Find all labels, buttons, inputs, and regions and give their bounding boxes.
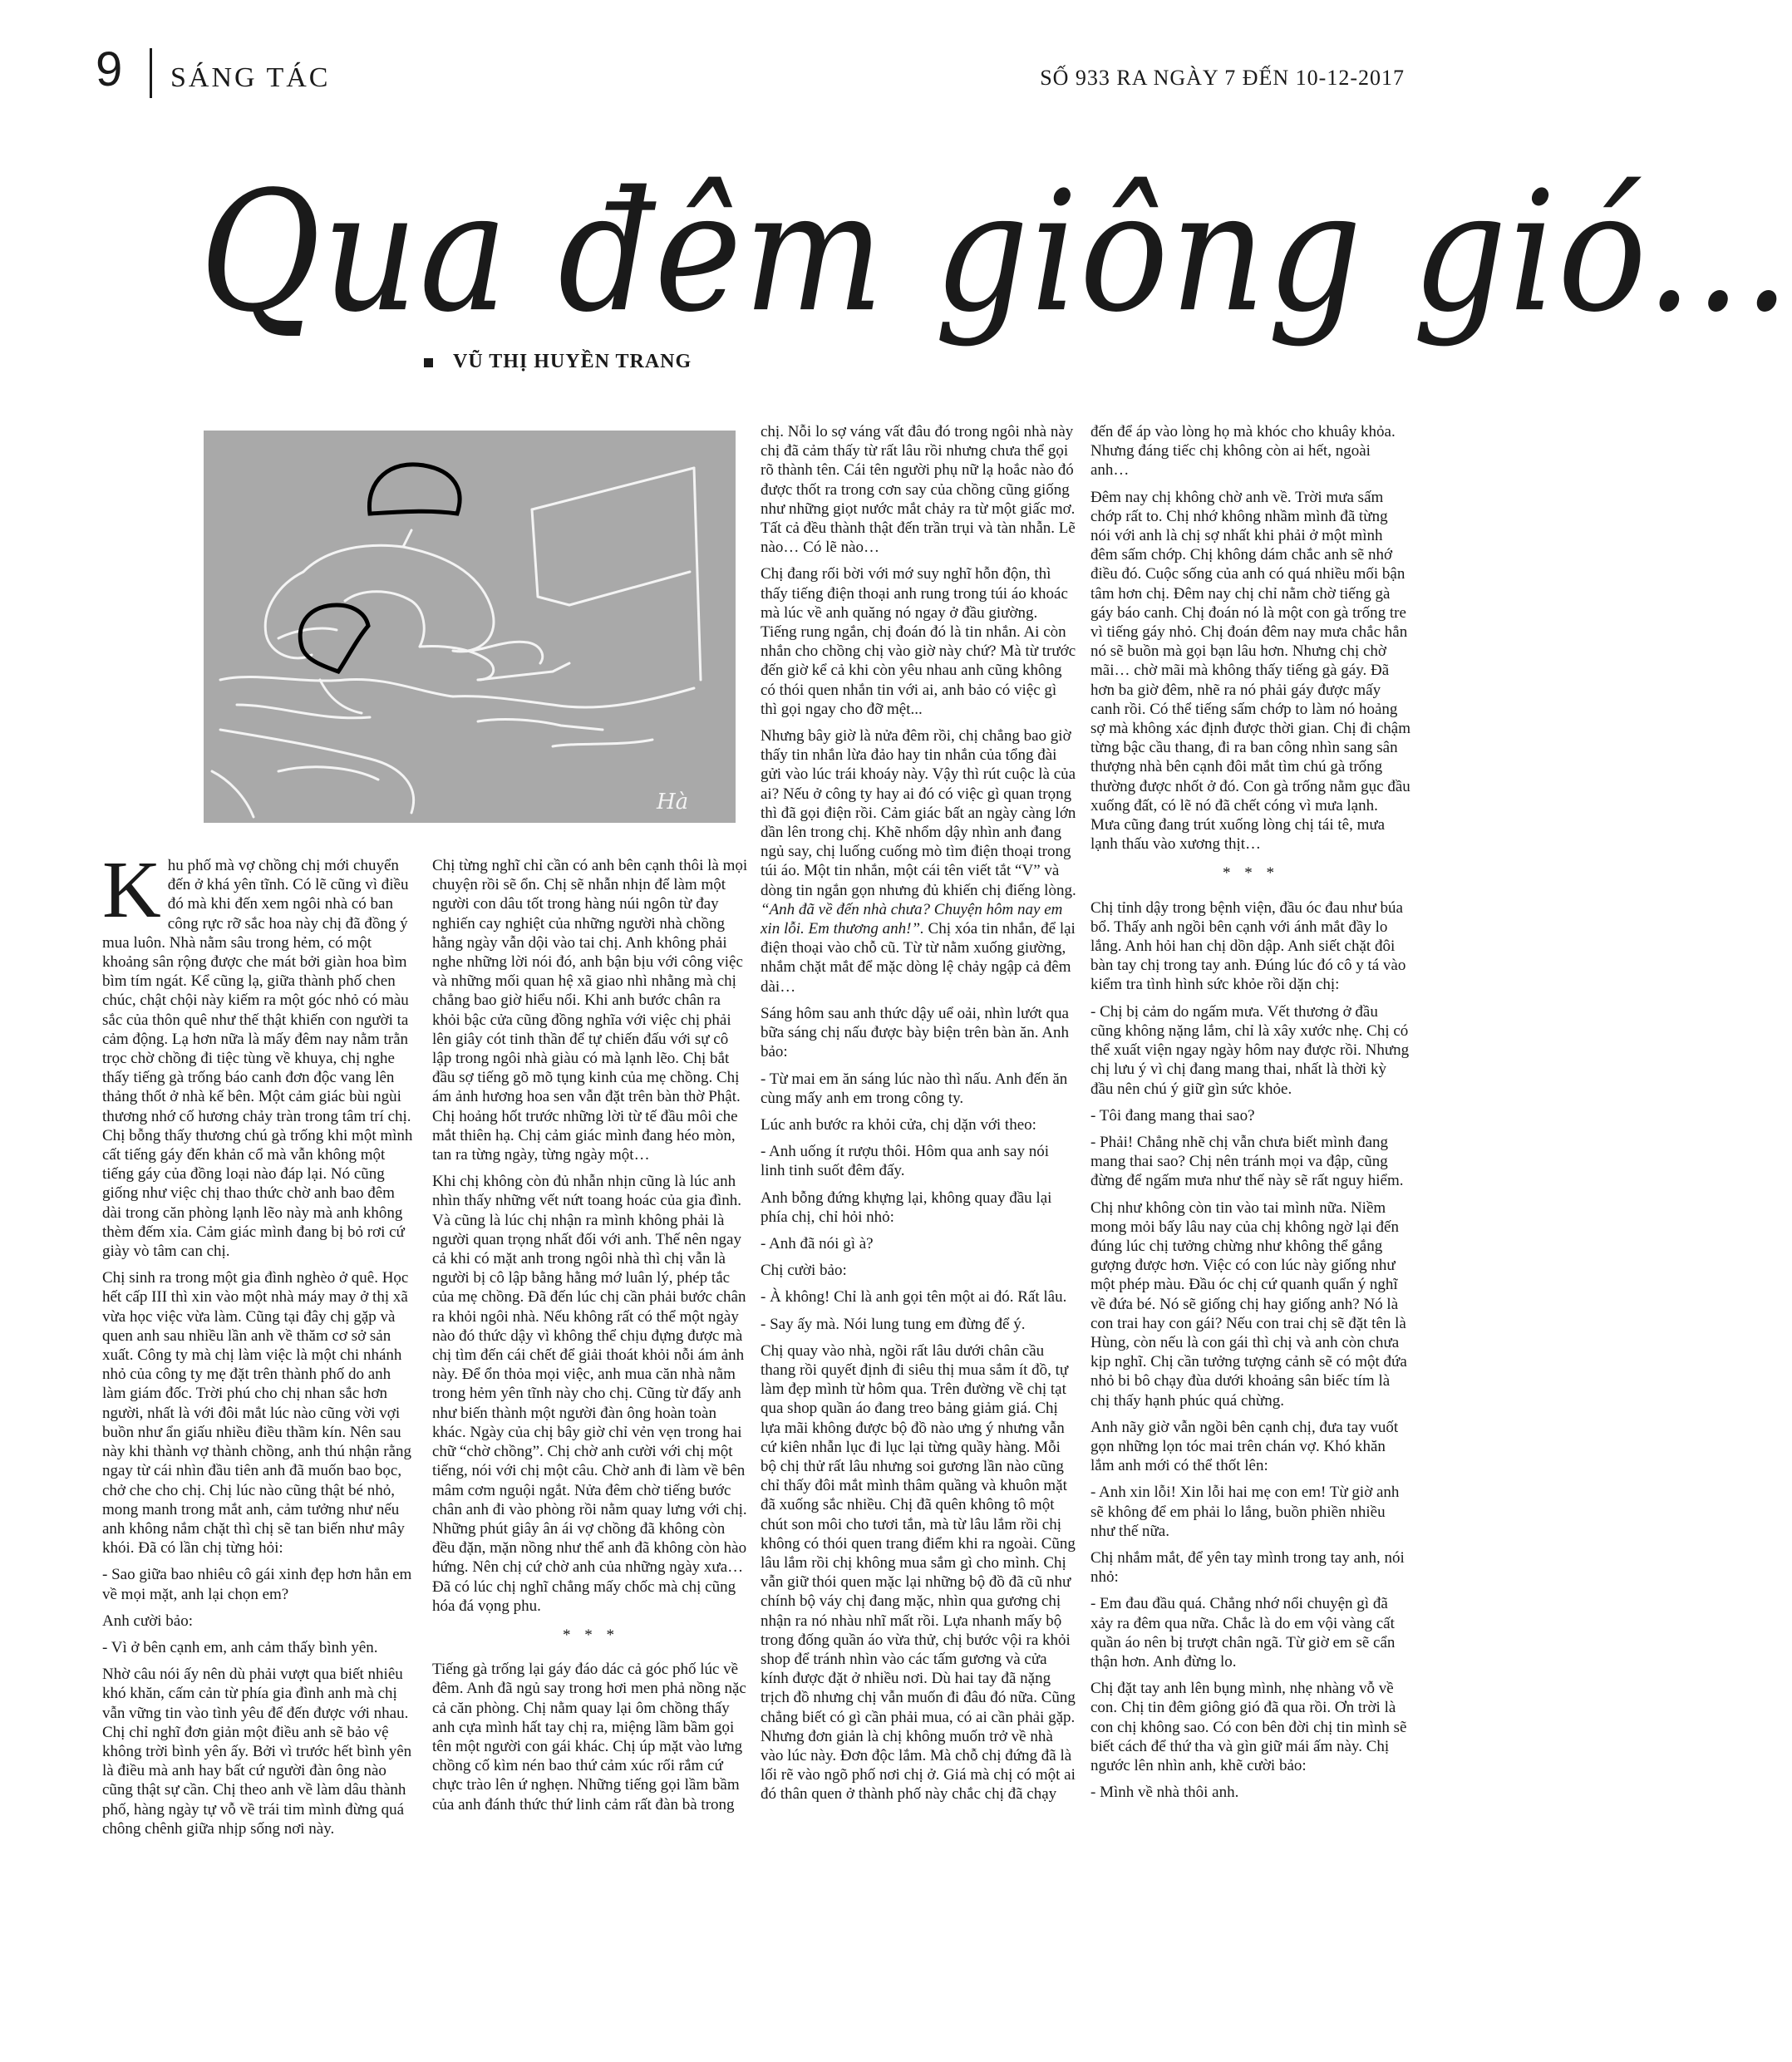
paragraph: - Anh xin lỗi! Xin lỗi hai mẹ con em! Từ giờ anh sẽ không để em phải lo lắng, buồn phiền nhiều như thế nữa. (1090, 1484, 1400, 1540)
paragraph: Sáng hôm sau anh thức dậy uể oải, nhìn lướt qua bữa sáng chị nấu được bày biện trên bàn ăn. Anh bảo: (761, 1004, 1069, 1061)
paragraph: Chị sinh ra trong một gia đình nghèo ở quê. Học hết cấp III thì xin vào một nhà máy may ở thị xã vừa học việc vừa làm. Cũng tại đây chị gặp và quen anh sau nhiều lần anh về thăm cơ sở sản xuất. Công ty mà chị làm việc là một chi nhánh nhỏ của công ty mẹ đặt trên thành phố do anh làm giám đốc. Trời phú cho chị nhan sắc hơn người, nhất là với đôi mắt lúc nào cũng vời vợi buồn như ẩn giấu nhiều điều thầm kín. Nên sau này khi thành vợ thành chồng, anh thú nhận rằng ngay từ cái nhìn đầu tiên anh đã muốn bao bọc, chở che cho chị. Chị lúc nào cũng thật bé nhỏ, mong manh trong mắt anh, cảm tưởng như nếu anh không nắm chặt thì chị sẽ tan biến như mây khói. Đã có lần chị từng hỏi: (102, 1269, 412, 1558)
drop-cap: K (102, 845, 161, 935)
paragraph: Chị đang rối bời với mớ suy nghĩ hỗn độn, thì thấy tiếng điện thoại anh rung trong túi áo khoác mà lúc về anh quăng nó ngay ở đầu giường. Tiếng rung ngắn, chị đoán đó là tin nhắn. Ai còn nhắn cho chồng chị vào giờ này chứ? Mà từ trước đến giờ kể cả khi còn yêu nhau anh cũng không có thói quen nhắn tin với ai, anh bảo có việc gì thì gọi ngay cho đỡ mệt... (761, 565, 1076, 718)
paragraph: - Em đau đầu quá. Chẳng nhớ nổi chuyện gì đã xảy ra đêm qua nữa. Chắc là do em vội vàng cất quần áo nên bị trượt chân ngã. Từ giờ em sẽ cẩn thận hơn. Anh đừng lo. (1090, 1595, 1396, 1671)
paragraph: Anh nãy giờ vẫn ngồi bên cạnh chị, đưa tay vuốt gọn những lọn tóc mai trên chán vợ. Khó khăn lắm anh mới có thể thốt lên: (1090, 1418, 1399, 1475)
paragraph: Anh cười bảo: (102, 1612, 193, 1630)
paragraph: Chị đặt tay anh lên bụng mình, nhẹ nhàng vỗ về con. Chị tin đêm giông gió đã qua rồi. Ơn trời là con chị không sao. Có con bên đời chị tin mình sẽ biết cách để thứ tha và gìn giữ mái ấm này. Chị ngước lên nhìn anh, khẽ cười bảo: (1090, 1680, 1407, 1774)
paragraph: - Say ấy mà. Nói lung tung em đừng để ý. (761, 1315, 1026, 1333)
paragraph: - Phải! Chẳng nhẽ chị vẫn chưa biết mình đang mang thai sao? Chị nên tránh mọi va đập, cũng đừng để ngấm mưa như thế này sẽ rất nguy hiểm. (1090, 1133, 1404, 1190)
section-separator: * * * (1223, 864, 1279, 883)
paragraph: - Vì ở bên cạnh em, anh cảm thấy bình yên. (102, 1638, 378, 1656)
page-number: 9 (96, 42, 123, 96)
article-title: Qua đêm giông gió... (199, 155, 1792, 349)
paragraph: Anh bỗng đứng khựng lại, không quay đầu lại phía chị, chỉ hỏi nhỏ: (761, 1188, 1052, 1226)
paragraph: Chị quay vào nhà, ngồi rất lâu dưới chân cầu thang rồi quyết định đi siêu thị mua sắm ít đồ, tự làm đẹp mình từ hôm qua. Trên đường về chị tạt qua shop quần áo đang treo bảng giảm giá. Chị lựa mãi không được bộ đồ nào ưng ý nhưng vẫn cứ kiên nhẫn lục đi lục lại từng quầy hàng. Mỗi bộ chị thử rất lâu nhưng soi gương lần nào cũng chỉ thấy đôi mắt mình thâm quầng và khuôn mặt đã xuống sắc nhiều. Chị đã quên không tô một chút son môi cho tươi tắn, mà từ lâu lắm rồi chị không có thói quen trang điểm khi ra ngoài. Cũng lâu lắm rồi chị không mua sắm gì cho mình. Chị vẫn giữ thói quen mặc lại những bộ đồ đã cũ như chính bộ váy chị đang mặc, nhìn qua gương chị nhận ra nó nhàu nhĩ mất rồi. Lựa nhanh mấy bộ trong đống quần áo vừa thử, chị bước vội ra khỏi shop để tránh nhìn vào các tấm gương và cửa kính được đặt ở nhiều nơi. Dù hai tay đã nặng trịch đồ nhưng chị vẫn muốn đi đâu đó nữa. Cũng chẳng biết có gì cần phải mua, có ai cần phải gặp. Nhưng đơn giản là chị không muốn trở về nhà vào lúc này. Đơn độc lắm. Mà chỗ chị đứng đã là lối rẽ vào ngõ phố nơi chị ở. Giá mà chị có một ai đó thân quen ở thành phố này chắc chị đã chạy (761, 1341, 1076, 1804)
bullet-square-icon (424, 358, 433, 367)
section-name: SÁNG TÁC (170, 62, 331, 93)
paragraph: Tiếng gà trống lại gáy đáo dác cả góc phố lúc về đêm. Anh đã ngủ say trong hơi men phả nồng nặc cả căn phòng. Chị nằm quay lại ôm chồng thấy anh cựa mình hất tay chị ra, miệng lầm bầm gọi tên một người con gái khác. Chị úp mặt vào lưng chồng cố kìm nén bao thứ cảm xúc rối rắm cứ chực trào lên ứ nghẹn. Những tiếng gọi lầm bầm của anh đánh thức thứ linh cảm rất đàn bà trong (432, 1661, 746, 1813)
column-1 (102, 845, 415, 1846)
column-3 (761, 422, 1076, 1812)
paragraph: Khi chị không còn đủ nhẫn nhịn cũng là lúc anh nhìn thấy những vết nứt toang hoác của gia đình. Và cũng là lúc chị nhận ra mình không phải là người quan trọng nhất đối với anh. Thế nên ngay cả khi có mặt anh trong ngôi nhà thì chị vẫn là người bị cô lập bằng hằng mớ luân lý, phép tắc của mẹ chồng. Đã đến lúc chị cần phải bước chân ra khỏi ngôi nhà. Nếu không rất có thể một ngày nào đó thức dậy vì không thể chịu đựng được mà chị tìm đến cái chết để giải thoát khỏi nỗi ám ảnh này. Để ổn thỏa mọi việc, anh mua căn nhà nằm trong hẻm yên tĩnh này cho chị. Cũng từ đấy anh như biến thành một người đàn ông hoàn toàn khác. Ngày của chị bây giờ chỉ vẻn vẹn trong hai chữ “chờ chồng”. Chị chờ anh cười với chị một tiếng, nói với chị một câu. Chờ anh đi làm về bên mâm cơm nguội ngắt. Nửa đêm chờ tiếng bước chân anh đi vào phòng rồi nằm quay lưng với chị. Những phút giây ân ái vợ chồng đã không còn đều đặn, mặn nồng như thể anh đã không còn hào hứng. Nên chị cứ chờ anh của những ngày xưa… Đã có lúc chị nghĩ chẳng mấy chốc mà chị cũng hóa đá vọng phu. (432, 1173, 747, 1615)
paragraph: - Mình về nhà thôi anh. (1090, 1784, 1239, 1802)
paragraph: - Từ mai em ăn sáng lúc nào thì nấu. Anh đến ăn cùng mấy anh em trong công ty. (761, 1070, 1068, 1107)
paragraph: Nhưng bây giờ là nửa đêm rồi, chị chẳng bao giờ thấy tin nhắn lừa đảo hay tin nhắn của tổng đài gửi vào lúc trái khoáy này. Vậy thì rút cuộc là của ai? Nếu ở công ty hay ai đó có việc gì quan trọng thì đã gọi điện rồi. Cảm giác bất an ngày càng lớn dần lên trong chị. Khẽ nhổm dậy nhìn anh đang ngủ say, chị luống cuống mò tìm điện thoại trong túi áo. Một tin nhắn, một cái tên viết tắt “V” và dòng tin ngắn gọn nhưng đủ khiến chị điếng lòng. “Anh đã về đến nhà chưa? Chuyện hôm nay em xin lỗi. Em thương anh!”. Chị xóa tin nhắn, để lại điện thoại vào chỗ cũ. Từ từ nằm xuống giường, nhắm chặt mắt để mặc dòng lệ chảy ngập cả đêm dài… (761, 727, 1076, 996)
paragraph: đến để áp vào lòng họ mà khóc cho khuây khỏa. Nhưng đáng tiếc chị không còn ai hết, ngoài anh… (1090, 423, 1396, 480)
paragraph: - Tôi đang mang thai sao? (1090, 1106, 1255, 1125)
paragraph: - Anh uống ít rượu thôi. Hôm qua anh say nói linh tinh suốt đêm đấy. (761, 1143, 1050, 1180)
column-4 (1090, 422, 1411, 1809)
byline (424, 345, 692, 378)
paragraph: Nhờ câu nói ấy nên dù phải vượt qua biết nhiêu khó khăn, cấm cản từ phía gia đình anh mà chị vẫn vững tin vào tình yêu để đến được với nhau. Chị chỉ nghĩ đơn giản một điều anh sẽ bảo vệ không trời bình yên ấy. Bởi vì trước hết bình yên là điều mà anh hay bất cứ người đàn ông nào cũng thật sự cần. Chị theo anh về làm dâu thành phố, hàng ngày tự vỗ về trái tim mình đừng quá chông chênh giữa nhịp sống nơi này. (102, 1666, 412, 1838)
paragraph: Chị từng nghĩ chỉ cần có anh bên cạnh thôi là mọi chuyện rồi sẽ ổn. Chị sẽ nhẫn nhịn để làm một người con dâu tốt trong hàng núi ngôn từ đay nghiến cay nghiệt của những người nhà chồng hằng ngày vẫn dội vào tai chị. Anh không phải nghe những lời nói đó, anh bận bịu với công việc và những mối quan hệ xã giao nhì nhằng mà chị chẳng bao giờ hiểu nổi. Khi anh bước chân ra khỏi bậc cửa cũng đồng nghĩa với việc chị phải lên giây cót tinh thần để tự chiến đấu với sự cô lập trong ngôi nhà giàu có mà lạnh lẽo. Chị bắt đầu sợ tiếng gõ mõ tụng kinh của mẹ chồng. Chị ám ảnh hương hoa sen vẫn đặt trên bàn thờ Phật. Chị hoảng hốt trước những lời từ tế đầu môi che mắt thiên hạ. Chị cảm giác mình đang héo mòn, tan ra từng ngày, từng ngày một… (432, 857, 748, 1164)
paragraph: Chị tỉnh dậy trong bệnh viện, đầu óc đau như búa bổ. Thấy anh ngồi bên cạnh với ánh mắt đầy lo lắng. Anh hỏi han chị dồn dập. Anh siết chặt đôi bàn tay chị trong tay anh. Đúng lúc đó cô y tá vào kiểm tra tình hình sức khỏe rồi dặn chị: (1090, 898, 1406, 994)
paragraph: - À không! Chỉ là anh gọi tên một ai đó. Rất lâu. (761, 1288, 1067, 1307)
paragraph: Chị cười bảo: (761, 1262, 847, 1280)
text-message: “Anh đã về đến nhà chưa? Chuyện hôm nay em xin lỗi. Em thương anh!”. (761, 900, 1063, 938)
paragraph: Khu phố mà vợ chồng chị mới chuyển đến ở khá yên tĩnh. Có lẽ cũng vì điều đó mà khi đến xem ngôi nhà có ban công rực rỡ sắc hoa này chị đã đồng ý mua luôn. Nhà nằm sâu trong hẻm, có một khoảng sân rộng được che mát bởi giàn hoa bìm bìm tím ngát. Kể cũng lạ, giữa thành phố chen chúc, chật chội này kiếm ra một góc nhỏ có màu sắc của thôn quê như thế thật khiến con người ta cảm động. Lạ hơn nữa là mấy đêm nay nằm trằn trọc chờ chồng đi tiệc tùng về khuya, chị nghe thấy tiếng gà trống báo canh đơn độc vang lên thảng thốt ở nhà kế bên. Một cảm giác bùi ngùi thương nhớ cố hương chảy tràn trong tâm trí chị. Chị bỗng thấy thương chú gà trống khi một mình cất tiếng gáy đến khản cổ mà vẫn không một tiếng gáy của đồng loại nào đáp lại. Nó cũng giống như việc chị thao thức chờ anh bao đêm dài trong căn phòng lạnh lẽo này mà anh không thèm đếm xỉa. Cảm giác mình đang bị bỏ rơi cứ giày vò tâm can chị. (102, 845, 413, 1261)
header-divider (150, 48, 152, 98)
paragraph: Chị như không còn tin vào tai mình nữa. Niềm mong mỏi bấy lâu nay của chị không ngờ lại đến đúng lúc chị tưởng chừng như không thể gắng gượng được hơn. Việc có con lúc này giống như một phép màu. Đầu óc chị cứ quanh quẩn ý nghĩ về đứa bé. Nó sẽ giống chị hay giống anh? Nó là con trai hay con gái? Nếu con trai chị sẽ đặt tên là Hùng, còn nếu là con gái thì chị và anh còn chưa kịp nghĩ. Chị cần tưởng tượng cảnh sẽ có một đứa nhỏ bi bô chạy đùa dưới khoảng sân biếc tím là chị thấy hạnh phúc quá chừng. (1090, 1198, 1407, 1410)
issue-line: SỐ 933 RA NGÀY 7 ĐẾN 10-12-2017 (1040, 66, 1405, 90)
paragraph: chị. Nỗi lo sợ váng vất đâu đó trong ngôi nhà này chị đã cảm thấy từ rất lâu rồi nhưng chưa thể gọi rõ thành tên. Cái tên người phụ nữ lạ hoắc nào đó được thốt ra trong cơn say của chồng cũng giống như những giọt nước mắt chảy ra từ một giấc mơ. Tất cả đều thành thật đến trần trụi và tàn nhẫn. Lẽ nào… Có lẽ nào… (761, 423, 1076, 557)
paragraph: Lúc anh bước ra khỏi cửa, chị dặn với theo: (761, 1115, 1036, 1134)
column-2 (432, 856, 750, 1822)
paragraph: Chị nhắm mắt, để yên tay mình trong tay anh, nói nhỏ: (1090, 1548, 1405, 1587)
paragraph: - Chị bị cảm do ngấm mưa. Vết thương ở đầu cũng không nặng lắm, chỉ là xây xước nhẹ. Chị có thể xuất viện ngay ngày hôm nay được rồi. Nhưng chị lưu ý vì chị đang mang thai, nhất là thời kỳ đầu nên chú ý giữ gìn sức khỏe. (1090, 1002, 1410, 1098)
paragraph: - Anh đã nói gì à? (761, 1234, 874, 1252)
author-name: VŨ THỊ HUYỀN TRANG (453, 351, 692, 372)
illustration-drawing (204, 431, 736, 823)
illustration (204, 431, 736, 823)
illustration-signature: Hà (657, 790, 689, 814)
paragraph: Đêm nay chị không chờ anh về. Trời mưa sấm chớp rất to. Chị nhớ không nhầm mình đã từng nói với anh là chị sợ nhất khi phải ở một mình đêm sấm chớp. Chị không dám chắc anh sẽ nhớ điều đó. Cuộc sống của anh có quá nhiều mối bận tâm hơn chị. Đêm nay chị chỉ nằm chờ tiếng gà gáy báo canh. Chị đoán nó là một con gà trống tre vì tiếng gáy nhỏ. Chị đoán đêm nay mưa chắc hẳn nó sẽ buồn mà gọi bạn lâu hơn. Nhưng chị chờ mãi… chờ mãi mà không thấy tiếng gà gáy. Đã hơn ba giờ đêm, nhẽ ra nó phải gáy được mấy canh rồi. Có thể tiếng sấm chớp to làm nó hoảng sợ mà không xác định được thời gian. Chị đi chậm từng bậc cầu thang, đi ra ban công nhìn sang sân thượng nhà bên cạnh đôi mắt tìm chú gà trống thường được nhốt ở đó. Con gà trống nằm gục đầu xuống đất, có lẽ nó đã chết cóng vì mưa lạnh. Mưa cũng đang trút xuống lòng chị tái tê, mưa lạnh thấu vào xương thịt… (1090, 488, 1411, 854)
section-separator: * * * (563, 1626, 619, 1644)
paragraph: - Sao giữa bao nhiêu cô gái xinh đẹp hơn hẳn em về mọi mặt, anh lại chọn em? (102, 1566, 412, 1603)
